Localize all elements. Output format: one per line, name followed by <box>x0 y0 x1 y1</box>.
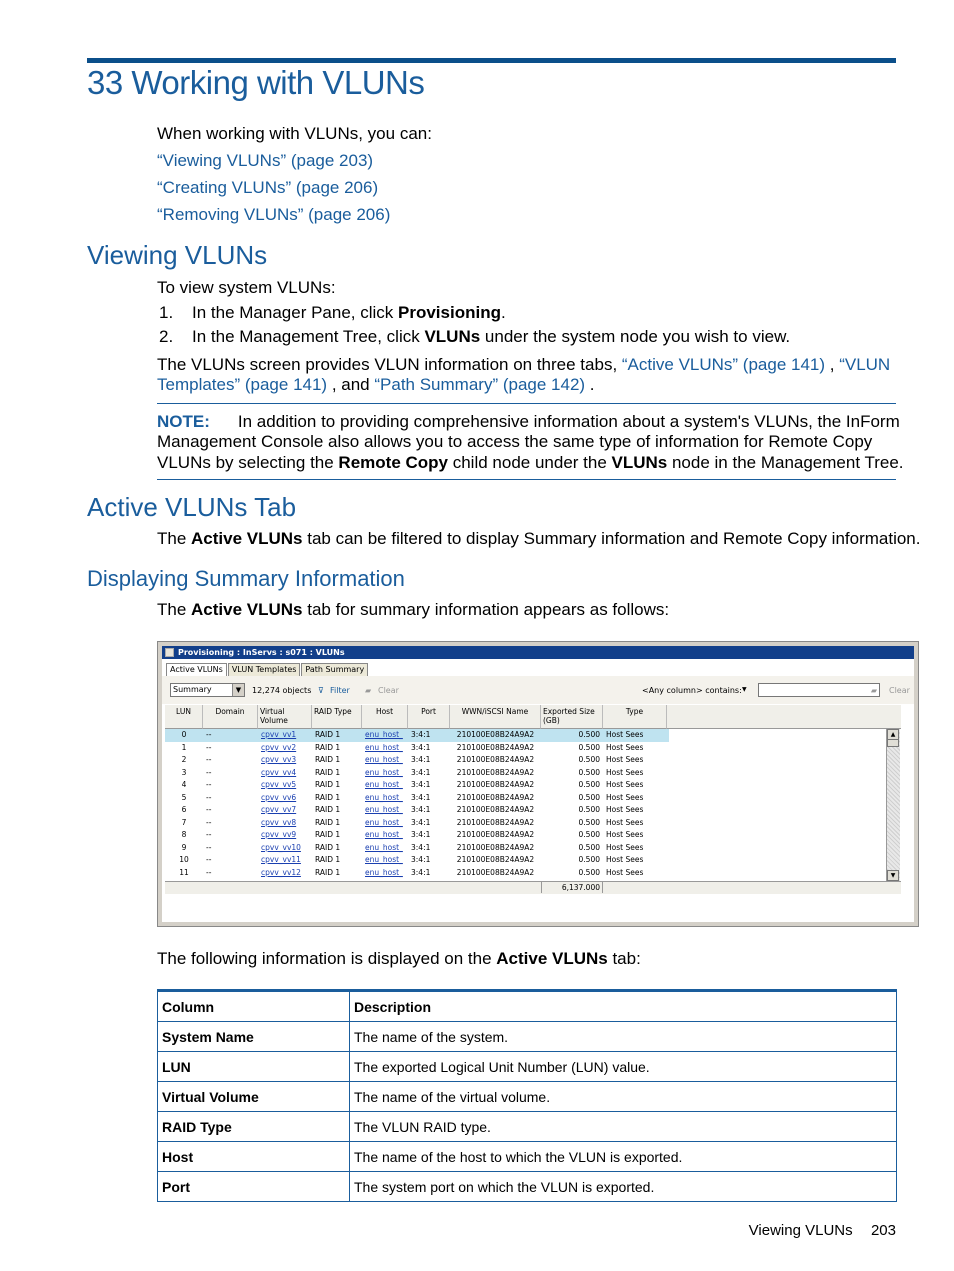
cell-lun: 6 <box>181 805 187 814</box>
description-cell: The name of the system. <box>350 1022 897 1052</box>
cell-port: 3:4:1 <box>411 755 431 764</box>
tabs-paragraph: The VLUNs screen provides VLUN information on three tabs, “Active VLUNs” (page 141) , “VLUN <box>157 355 891 374</box>
col-header-domain[interactable]: Domain <box>203 705 258 729</box>
table-row[interactable] <box>165 767 669 780</box>
page-number: 203 <box>870 1222 896 1239</box>
object-count: 12,274 objects <box>252 686 312 695</box>
window-titlebar <box>162 646 914 659</box>
columns-table <box>157 989 897 1202</box>
cell-raid-type: RAID 1 <box>315 742 341 752</box>
eraser-icon: ▰ <box>365 686 372 695</box>
link-vlun-templates-a[interactable]: “VLUN <box>839 355 891 374</box>
table-row <box>158 1112 897 1142</box>
table-row <box>158 1142 897 1172</box>
cell-domain: -- <box>206 805 212 814</box>
cell-type: Host Sees <box>606 755 644 764</box>
cell-lun: 9 <box>181 842 187 852</box>
chevron-down-icon: ▼ <box>232 684 244 696</box>
cell-port: 3:4:1 <box>411 792 431 802</box>
cell-virtual-volume[interactable]: cpvv_vv11 <box>261 855 301 864</box>
cell-host[interactable]: enu_host_ <box>365 730 403 739</box>
description-cell: The name of the host to which the VLUN is exported. <box>350 1142 897 1172</box>
scroll-up-icon[interactable]: ▲ <box>887 729 899 740</box>
cell-type: Host Sees <box>606 780 644 789</box>
cell-wwn: 210100E08B24A9A2 <box>456 855 535 864</box>
filter-button[interactable]: Filter <box>330 686 350 695</box>
cell-virtual-volume[interactable]: cpvv_vv4 <box>261 767 297 777</box>
col-header-raid-type[interactable]: RAID Type <box>312 705 362 729</box>
cell-host[interactable]: enu_host_ <box>365 855 403 864</box>
cell-virtual-volume[interactable]: cpvv_vv10 <box>261 842 301 852</box>
table-row[interactable] <box>165 792 669 805</box>
cell-raid-type: RAID 1 <box>315 755 341 764</box>
description-cell: The VLUN RAID type. <box>350 1112 897 1142</box>
cell-port: 3:4:1 <box>411 855 431 864</box>
intro-text: When working with VLUNs, you can: <box>157 124 432 143</box>
description-cell: The name of the virtual volume. <box>350 1082 897 1112</box>
cell-raid-type: RAID 1 <box>315 767 341 777</box>
table-header-column: Column <box>158 991 350 1022</box>
cell-port: 3:4:1 <box>411 767 431 777</box>
cell-lun: 5 <box>181 792 187 802</box>
cell-virtual-volume[interactable]: cpvv_vv3 <box>261 755 297 764</box>
active-tab-text: The Active VLUNs tab can be filtered to display Summary information and Remote Copy information. <box>157 529 921 548</box>
cell-wwn: 210100E08B24A9A2 <box>456 780 535 789</box>
heading-displaying-summary: Displaying Summary Information <box>87 566 405 591</box>
column-name-cell: Host <box>158 1142 350 1172</box>
link-path-summary[interactable]: “Path Summary” (page 142) <box>374 375 586 394</box>
link-creating-vluns[interactable]: “Creating VLUNs” (page 206) <box>157 178 379 197</box>
cell-host[interactable]: enu_host_ <box>365 767 403 777</box>
cell-wwn: 210100E08B24A9A2 <box>456 742 535 752</box>
cell-exported-size: 0.500 <box>578 855 600 864</box>
cell-port: 3:4:1 <box>411 805 431 814</box>
table-header-description: Description <box>350 991 897 1022</box>
cell-host[interactable]: enu_host_ <box>365 805 403 814</box>
table-row[interactable] <box>165 729 669 742</box>
table-row[interactable] <box>165 779 669 792</box>
cell-virtual-volume[interactable]: cpvv_vv2 <box>261 742 297 752</box>
link-active-vluns[interactable]: “Active VLUNs” (page 141) <box>621 355 826 374</box>
cell-raid-type: RAID 1 <box>315 817 341 827</box>
note-line-1: NOTE: In addition to providing comprehensive information about a system's VLUNs, the InForm <box>157 412 900 431</box>
cell-port: 3:4:1 <box>411 830 431 839</box>
tab-strip <box>166 663 369 676</box>
cell-domain: -- <box>206 830 212 839</box>
cell-port: 3:4:1 <box>411 780 431 789</box>
column-name-cell: System Name <box>158 1022 350 1052</box>
filter-icon: ⊽ <box>318 686 324 695</box>
col-header-port[interactable]: Port <box>408 705 450 729</box>
cell-host[interactable]: enu_host_ <box>365 755 403 764</box>
cell-raid-type: RAID 1 <box>315 842 341 852</box>
cell-type: Host Sees <box>606 742 644 752</box>
cell-exported-size: 0.500 <box>578 780 600 789</box>
cell-virtual-volume[interactable]: cpvv_vv5 <box>261 780 297 789</box>
chapter-title: 33 Working with VLUNs <box>87 64 425 101</box>
cell-raid-type: RAID 1 <box>315 805 341 814</box>
note-bottom-rule <box>157 479 896 480</box>
cell-raid-type: RAID 1 <box>315 855 341 864</box>
cell-type: Host Sees <box>606 792 644 802</box>
cell-exported-size: 0.500 <box>578 792 600 802</box>
cell-type: Host Sees <box>606 867 644 877</box>
table-row[interactable] <box>165 817 669 830</box>
cell-wwn: 210100E08B24A9A2 <box>456 792 535 802</box>
cell-domain: -- <box>206 755 212 764</box>
step-1: In the Manager Pane, click Provisioning. <box>192 303 506 322</box>
cell-virtual-volume[interactable]: cpvv_vv12 <box>261 867 301 877</box>
filter-toolbar <box>162 676 914 704</box>
cell-virtual-volume[interactable]: cpvv_vv7 <box>261 805 297 814</box>
cell-virtual-volume[interactable]: cpvv_vv8 <box>261 817 297 827</box>
viewing-lead: To view system VLUNs: <box>157 278 336 297</box>
cell-type: Host Sees <box>606 855 644 864</box>
cell-lun: 0 <box>181 730 187 739</box>
search-scope-select[interactable]: <Any column> contains: <box>642 686 742 695</box>
table-row <box>158 1172 897 1202</box>
following-text: The following information is displayed on the Active VLUNs tab: <box>157 949 641 968</box>
note-top-rule <box>157 403 896 404</box>
cell-type: Host Sees <box>606 767 644 777</box>
col-header-wwn[interactable]: WWN/iSCSI Name <box>450 705 541 729</box>
cell-host[interactable]: enu_host_ <box>365 842 403 852</box>
note-line-2: Management Console also allows you to access the same type of information for Remote Copy <box>157 432 873 451</box>
cell-domain: -- <box>206 842 212 852</box>
cell-host[interactable]: enu_host_ <box>365 742 403 752</box>
table-row[interactable] <box>165 804 669 817</box>
cell-port: 3:4:1 <box>411 867 431 877</box>
cell-port: 3:4:1 <box>411 842 431 852</box>
heading-active-vluns-tab: Active VLUNs Tab <box>87 492 297 522</box>
col-header-host[interactable]: Host <box>362 705 408 729</box>
cell-host[interactable]: enu_host_ <box>365 867 403 877</box>
description-cell: The system port on which the VLUN is exported. <box>350 1172 897 1202</box>
table-row <box>158 1052 897 1082</box>
table-header-row <box>158 991 897 1022</box>
tab-path-summary[interactable]: Path Summary <box>301 663 368 676</box>
footer-section: Viewing VLUNs <box>748 1222 853 1239</box>
scroll-thumb[interactable] <box>887 739 899 747</box>
step-1-number: 1. <box>159 303 174 322</box>
cell-exported-size: 0.500 <box>578 817 600 827</box>
cell-domain: -- <box>206 817 212 827</box>
table-row <box>158 1022 897 1052</box>
cell-exported-size: 0.500 <box>578 842 600 852</box>
cell-type: Host Sees <box>606 842 644 852</box>
cell-wwn: 210100E08B24A9A2 <box>456 730 535 739</box>
cell-domain: -- <box>206 730 212 739</box>
scroll-down-icon[interactable]: ▼ <box>887 870 899 881</box>
col-header-filler <box>667 705 901 729</box>
window-content <box>162 659 914 922</box>
cell-lun: 7 <box>181 817 187 827</box>
cell-lun: 8 <box>181 830 187 839</box>
cell-host[interactable]: enu_host_ <box>365 792 403 802</box>
cell-wwn: 210100E08B24A9A2 <box>456 867 535 877</box>
cell-type: Host Sees <box>606 805 644 814</box>
step-2-number: 2. <box>159 327 174 346</box>
link-removing-vluns[interactable]: “Removing VLUNs” (page 206) <box>157 205 391 224</box>
cell-wwn: 210100E08B24A9A2 <box>456 755 535 764</box>
cell-virtual-volume[interactable]: cpvv_vv9 <box>261 830 297 839</box>
window-title: Provisioning : InServs : s071 : VLUNs <box>178 648 345 657</box>
note-label: NOTE: <box>157 412 210 431</box>
cell-domain: -- <box>206 742 212 752</box>
cell-type: Host Sees <box>606 830 644 839</box>
link-viewing-vluns[interactable]: “Viewing VLUNs” (page 203) <box>157 151 374 170</box>
total-exported-size: 6,137.000 <box>541 882 603 893</box>
cell-exported-size: 0.500 <box>578 830 600 839</box>
grid-totals-bar <box>165 881 901 894</box>
summary-text: The Active VLUNs tab for summary information appears as follows: <box>157 600 670 619</box>
cell-domain: -- <box>206 855 212 864</box>
cell-host[interactable]: enu_host_ <box>365 817 403 827</box>
col-header-lun[interactable]: LUN <box>165 705 203 729</box>
cell-type: Host Sees <box>606 817 644 827</box>
page-footer <box>749 1222 896 1239</box>
cell-lun: 4 <box>181 780 187 789</box>
chevron-down-icon: ▼ <box>742 686 747 693</box>
cell-lun: 1 <box>181 742 187 752</box>
col-header-virtual-volume[interactable]: Virtual Volume <box>258 705 312 729</box>
cell-type: Host Sees <box>606 730 644 739</box>
step-2: In the Management Tree, click VLUNs under the system node you wish to view. <box>192 327 791 346</box>
table-row[interactable] <box>165 754 669 767</box>
col-header-exported-size[interactable]: Exported Size (GB) <box>541 705 603 729</box>
eraser-icon: ▰ <box>870 686 877 695</box>
cell-exported-size: 0.500 <box>578 767 600 777</box>
table-row[interactable] <box>165 842 669 855</box>
tab-active-vluns[interactable]: Active VLUNs <box>166 663 227 676</box>
col-header-type[interactable]: Type <box>603 705 667 729</box>
clear-button[interactable]: Clear <box>378 686 399 695</box>
cell-domain: -- <box>206 867 212 877</box>
cell-virtual-volume[interactable]: cpvv_vv6 <box>261 792 297 802</box>
chapter-top-rule <box>87 58 896 63</box>
vluns-screenshot <box>157 641 919 927</box>
cell-port: 3:4:1 <box>411 730 431 739</box>
clear-search-button[interactable]: Clear <box>889 686 910 695</box>
cell-raid-type: RAID 1 <box>315 867 341 877</box>
cell-domain: -- <box>206 767 212 777</box>
cell-lun: 11 <box>179 867 189 877</box>
cell-wwn: 210100E08B24A9A2 <box>456 805 535 814</box>
description-cell: The exported Logical Unit Number (LUN) value. <box>350 1052 897 1082</box>
table-row[interactable] <box>165 742 669 755</box>
cell-wwn: 210100E08B24A9A2 <box>456 830 535 839</box>
cell-port: 3:4:1 <box>411 817 431 827</box>
cell-exported-size: 0.500 <box>578 742 600 752</box>
cell-port: 3:4:1 <box>411 742 431 752</box>
vluns-grid <box>165 705 901 881</box>
cell-lun: 3 <box>181 767 187 777</box>
cell-host[interactable]: enu_host_ <box>365 830 403 839</box>
cell-exported-size: 0.500 <box>578 755 600 764</box>
cell-wwn: 210100E08B24A9A2 <box>456 817 535 827</box>
cell-raid-type: RAID 1 <box>315 830 341 839</box>
cell-exported-size: 0.500 <box>578 730 600 739</box>
column-name-cell: LUN <box>158 1052 350 1082</box>
table-row[interactable] <box>165 867 669 880</box>
link-vlun-templates-b[interactable]: Templates” (page 141) <box>157 375 328 394</box>
tab-vlun-templates[interactable]: VLUN Templates <box>228 663 301 676</box>
column-name-cell: Virtual Volume <box>158 1082 350 1112</box>
cell-exported-size: 0.500 <box>578 805 600 814</box>
column-name-cell: RAID Type <box>158 1112 350 1142</box>
search-input[interactable] <box>758 683 880 697</box>
vertical-scrollbar[interactable] <box>886 729 900 881</box>
cell-lun: 10 <box>179 855 189 864</box>
cell-host[interactable]: enu_host_ <box>365 780 403 789</box>
cell-wwn: 210100E08B24A9A2 <box>456 842 535 852</box>
heading-viewing-vluns: Viewing VLUNs <box>87 240 268 270</box>
table-row[interactable] <box>165 854 669 867</box>
tabs-paragraph-line2: Templates” (page 141) , and “Path Summary” (page 142) . <box>157 375 595 394</box>
table-body <box>158 1022 897 1202</box>
cell-raid-type: RAID 1 <box>315 780 341 789</box>
cell-raid-type: RAID 1 <box>315 792 341 802</box>
cell-exported-size: 0.500 <box>578 867 600 877</box>
cell-lun: 2 <box>181 755 187 764</box>
column-name-cell: Port <box>158 1172 350 1202</box>
cell-raid-type: RAID 1 <box>315 730 341 739</box>
cell-domain: -- <box>206 792 212 802</box>
table-row[interactable] <box>165 829 669 842</box>
cell-domain: -- <box>206 780 212 789</box>
table-row <box>158 1082 897 1112</box>
cell-wwn: 210100E08B24A9A2 <box>456 767 535 777</box>
cell-virtual-volume[interactable]: cpvv_vv1 <box>261 730 297 739</box>
view-select[interactable]: Summary ▼ <box>170 683 245 697</box>
window-icon <box>165 648 174 657</box>
note-line-3: VLUNs by selecting the Remote Copy child node under the VLUNs node in the Management Tree. <box>157 453 904 472</box>
